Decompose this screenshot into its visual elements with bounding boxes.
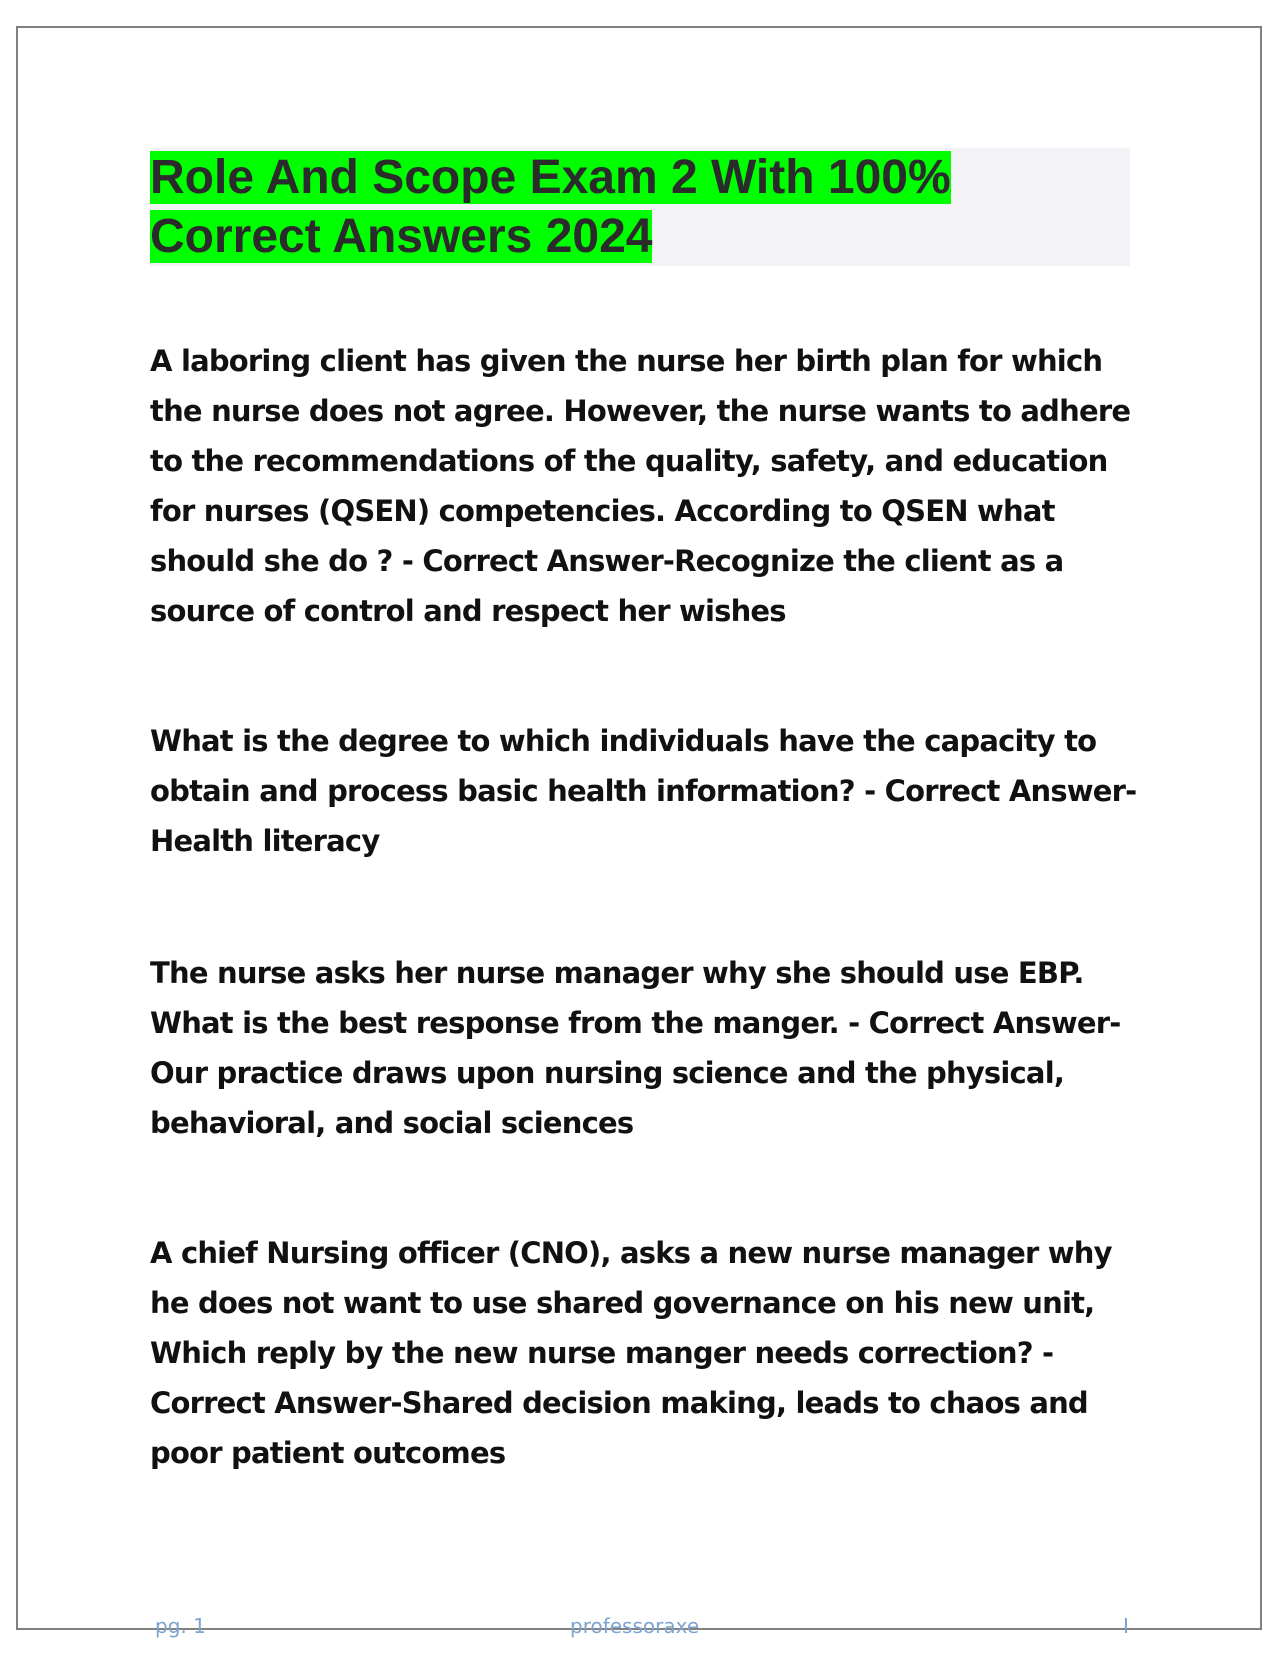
footer-separator: I xyxy=(1123,1614,1129,1638)
page-footer xyxy=(0,1614,1280,1638)
title-line-1: Role And Scope Exam 2 With 100% xyxy=(150,151,951,204)
title-line-2: Correct Answers 2024 xyxy=(150,210,653,263)
page-number: pg. 1 xyxy=(155,1614,206,1638)
qa-item: What is the degree to which individuals have the capacity to obtain and process basic health information? - Correct Answer-Health literacy xyxy=(150,724,1137,858)
title-block xyxy=(150,148,1130,266)
qa-item: A laboring client has given the nurse her birth plan for which the nurse does not agree. However, the nurse wants to adhere to the recommendations of the quality, safety, and education for nurses (QSEN) competencies. According to QSEN what should she do ? - Correct Answer-Recognize the client as a source of control and respect her wishes xyxy=(150,344,1131,628)
qa-item: A chief Nursing officer (CNO), asks a new nurse manager why he does not want to use shared governance on his new unit, Which reply by the new nurse manger needs correction? - Correct Answer-Shared decision making, leads to chaos and poor patient outcomes xyxy=(150,1236,1112,1470)
document-title xyxy=(150,148,1130,266)
footer-author: professoraxe xyxy=(570,1614,700,1638)
qa-item: The nurse asks her nurse manager why she should use EBP. What is the best response from the manger. - Correct Answer-Our practice draws upon nursing science and the physical, behavioral, and social sciences xyxy=(150,956,1121,1140)
